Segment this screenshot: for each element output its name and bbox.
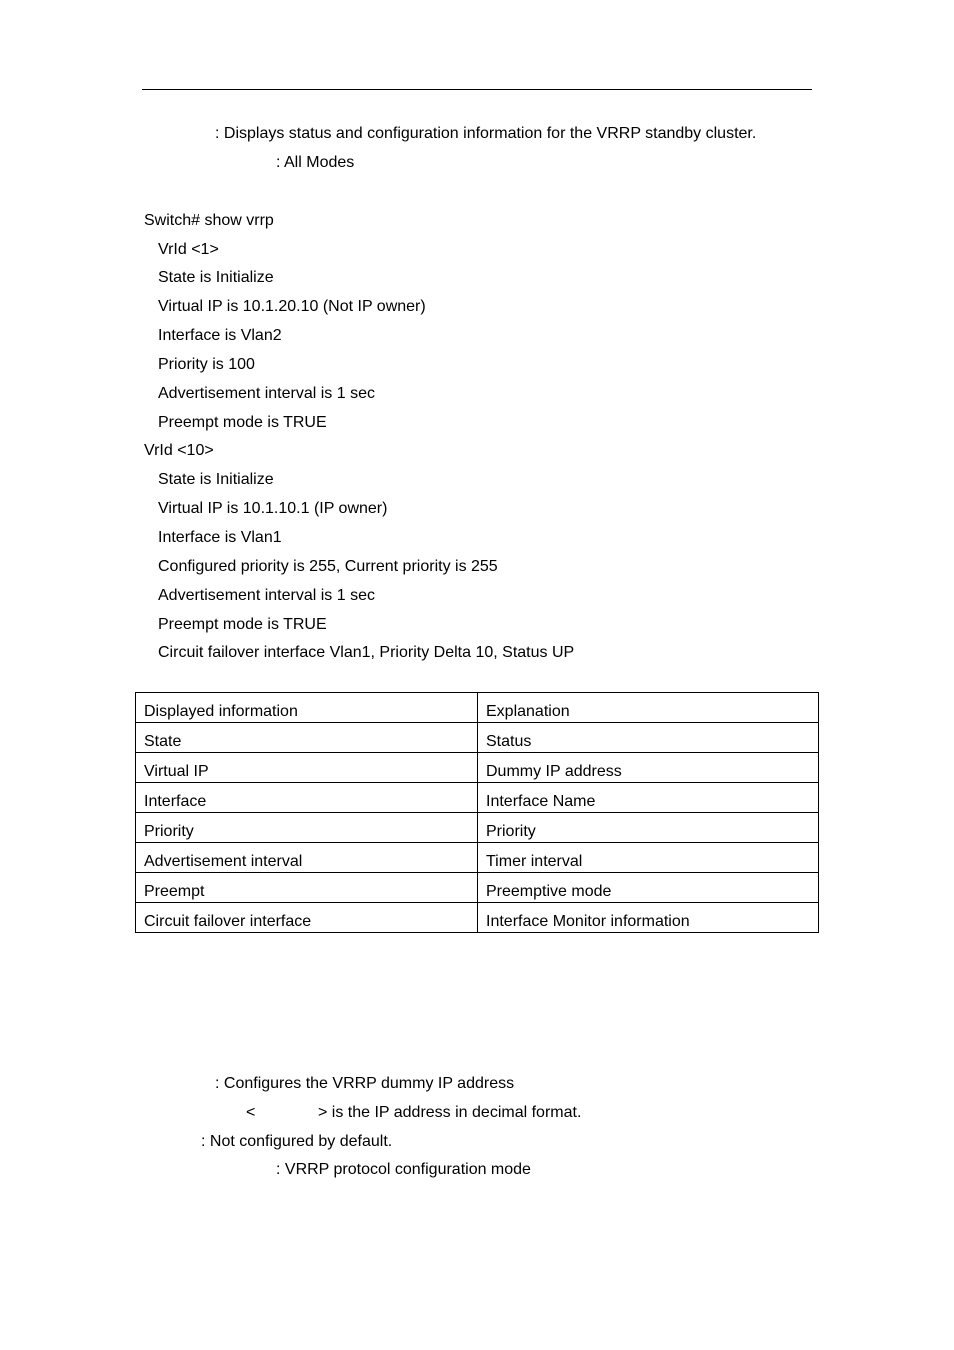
header-cell — [136, 693, 478, 723]
table-cell — [136, 753, 478, 783]
command-default: : Not configured by default. — [201, 1133, 393, 1150]
header-rule — [142, 89, 812, 90]
table-cell — [478, 873, 819, 903]
example-line: Configured priority is 255, Current priority is 255 — [158, 558, 498, 575]
table-cell — [478, 783, 819, 813]
example-line: Switch# show vrrp — [144, 212, 274, 229]
example-line: Advertisement interval is 1 sec — [158, 587, 375, 604]
header-cell — [478, 693, 819, 723]
example-line: Interface is Vlan2 — [158, 327, 282, 344]
example-line: Virtual IP is 10.1.10.1 (IP owner) — [158, 500, 388, 517]
example-line: Advertisement interval is 1 sec — [158, 385, 375, 402]
table-cell — [478, 813, 819, 843]
cell-text: Circuit failover interface — [144, 913, 312, 930]
table-cell — [136, 723, 478, 753]
table-row — [136, 723, 819, 753]
example-line: VrId <10> — [144, 442, 214, 459]
cell-text: Interface — [144, 793, 207, 810]
table-row — [136, 873, 819, 903]
example-line: Virtual IP is 10.1.20.10 (Not IP owner) — [158, 298, 426, 315]
cell-text: Timer interval — [486, 853, 583, 870]
table-row — [136, 813, 819, 843]
cell-text: Advertisement interval — [144, 853, 303, 870]
table-cell — [478, 843, 819, 873]
cell-text: Interface Monitor information — [486, 913, 690, 930]
cell-text: Preempt — [144, 883, 205, 900]
cell-text: Interface Name — [486, 793, 596, 810]
example-line: State is Initialize — [158, 471, 274, 488]
header-label: Explanation — [486, 703, 570, 720]
table-cell — [136, 843, 478, 873]
header-label: Displayed information — [144, 703, 298, 720]
table-cell — [136, 903, 478, 933]
example-line: Interface is Vlan1 — [158, 529, 282, 546]
cell-text: Preemptive mode — [486, 883, 612, 900]
example-line: VrId <1> — [158, 241, 219, 258]
example-line: Circuit failover interface Vlan1, Priority Delta 10, Status UP — [158, 644, 575, 661]
example-line: Preempt mode is TRUE — [158, 616, 327, 633]
command-mode: : VRRP protocol configuration mode — [276, 1161, 531, 1178]
table-cell — [136, 873, 478, 903]
table-cell — [136, 783, 478, 813]
table-row — [136, 843, 819, 873]
example-line: State is Initialize — [158, 269, 274, 286]
cell-text: Status — [486, 733, 532, 750]
example-line: Preempt mode is TRUE — [158, 414, 327, 431]
table-cell — [136, 813, 478, 843]
info-table — [135, 692, 819, 933]
table-header-row — [136, 693, 819, 723]
cell-text: Priority — [486, 823, 536, 840]
table-row — [136, 903, 819, 933]
cell-text: Dummy IP address — [486, 763, 622, 780]
command-description: : Displays status and configuration information for the VRRP standby cluster. — [215, 125, 757, 142]
parameter-description: > is the IP address in decimal format. — [318, 1104, 582, 1121]
parameter-bracket-open: < — [246, 1104, 256, 1121]
table-cell — [478, 753, 819, 783]
command-mode: : All Modes — [276, 154, 355, 171]
cell-text: Virtual IP — [144, 763, 209, 780]
table-cell — [478, 723, 819, 753]
command-description: : Configures the VRRP dummy IP address — [215, 1075, 515, 1092]
example-line: Priority is 100 — [158, 356, 255, 373]
table-cell — [478, 903, 819, 933]
cell-text: Priority — [144, 823, 194, 840]
table-row — [136, 753, 819, 783]
cell-text: State — [144, 733, 182, 750]
table-row — [136, 783, 819, 813]
